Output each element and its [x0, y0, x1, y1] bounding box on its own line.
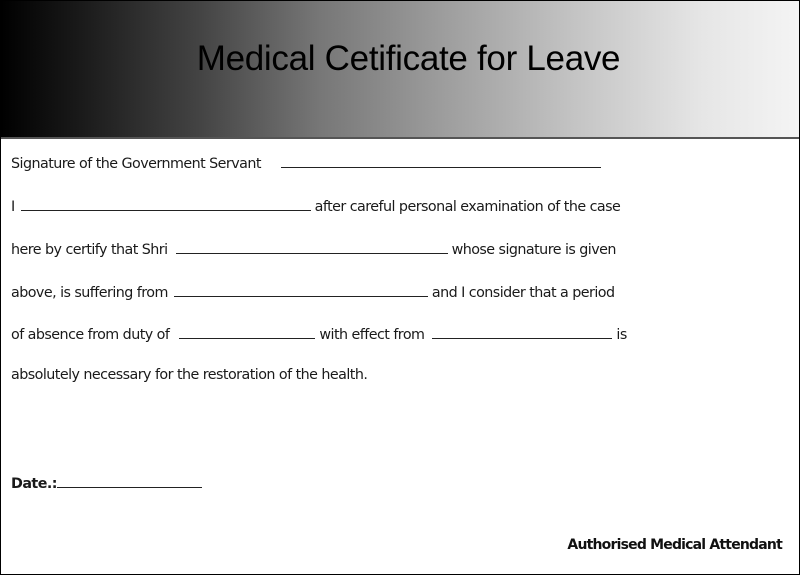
header-banner [1, 1, 799, 139]
doctor-prefix: I [11, 199, 15, 215]
date-row [11, 473, 202, 492]
effective-date-field[interactable] [432, 324, 612, 339]
patient-name-field[interactable] [176, 239, 448, 254]
doctor-name-field[interactable] [21, 196, 311, 211]
absence-suffix: is [616, 327, 627, 343]
signature-field[interactable] [281, 153, 601, 168]
patient-prefix: here by certify that Shri [11, 242, 168, 258]
necessity-row [11, 367, 367, 383]
illness-row [11, 282, 615, 301]
absence-row [11, 324, 627, 343]
doctor-suffix: after careful personal examination of the case [314, 199, 621, 215]
signature-row [11, 153, 601, 172]
absence-prefix: of absence from duty of [11, 327, 170, 343]
signatory-label: Authorised Medical Attendant [567, 537, 782, 553]
necessity-text: absolutely necessary for the restoration of the health. [11, 367, 368, 383]
date-label: Date.: [11, 476, 57, 492]
illness-field[interactable] [174, 282, 428, 297]
patient-suffix: whose signature is given [451, 242, 616, 258]
date-field[interactable] [57, 473, 202, 488]
signature-label: Signature of the Government Servant [11, 156, 261, 172]
illness-prefix: above, is suffering from [11, 285, 168, 301]
page-title: Medical Cetificate for Leave [196, 39, 621, 78]
patient-name-row [11, 239, 616, 258]
absence-period-field[interactable] [179, 324, 315, 339]
absence-middle: with effect from [319, 327, 425, 343]
doctor-name-row [11, 196, 620, 215]
illness-suffix: and I consider that a period [431, 285, 615, 301]
